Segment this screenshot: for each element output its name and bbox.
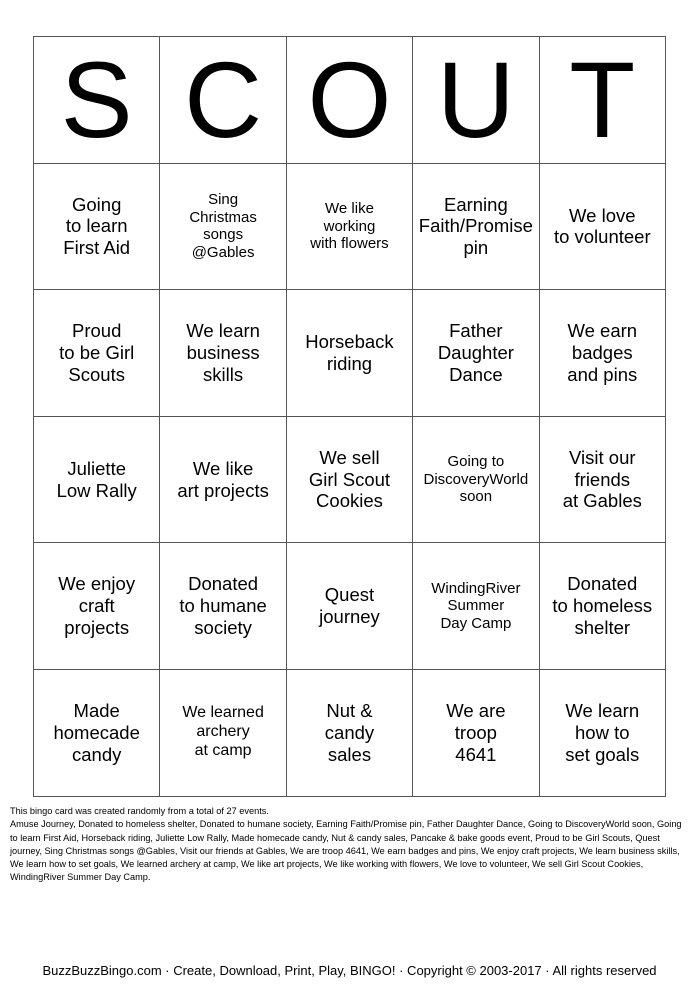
header-letter-s: S xyxy=(34,37,160,164)
bingo-cell: Going to DiscoveryWorld soon xyxy=(413,416,539,543)
bingo-row xyxy=(34,669,666,796)
bingo-cell: WindingRiver Summer Day Camp xyxy=(413,543,539,670)
event-list: Amuse Journey, Donated to homeless shelter, Donated to humane society, Earning Faith/Promise pin, Father Daughter Dance, Going to DiscoveryWorld soon, Going to learn First Aid, Horseback riding, Juliette Low Rally, Made homecade candy, Nut & candy sales, Pancake & bake goods event, Proud to be Girl Scouts, Quest journey, Sing Christmas songs @Gables, Visit our friends at Gables, We are troop 4641, We earn badges and pins, We enjoy craft projects, We learn business skills, We learn how to set goals, We learned archery at camp, We like art projects, We like working with flowers, We love to volunteer, We sell Girl Scout Cookies, WindingRiver Summer Day Camp. xyxy=(10,819,682,883)
header-row xyxy=(34,37,666,164)
bingo-cell: We enjoy craft projects xyxy=(34,543,160,670)
bingo-cell: Going to learn First Aid xyxy=(34,163,160,290)
bingo-cell: Made homecade candy xyxy=(34,669,160,796)
site-footer: BuzzBuzzBingo.com · Create, Download, Print, Play, BINGO! · Copyright © 2003-2017 · All rights reserved xyxy=(42,963,657,978)
bingo-cell: Juliette Low Rally xyxy=(34,416,160,543)
bingo-row xyxy=(34,416,666,543)
bingo-cell: Quest journey xyxy=(286,543,412,670)
bingo-cell: Sing Christmas songs @Gables xyxy=(160,163,286,290)
bingo-row xyxy=(34,163,666,290)
header-letter-t: T xyxy=(539,37,665,164)
bingo-cell: We like art projects xyxy=(160,416,286,543)
bingo-cell: Earning Faith/Promise pin xyxy=(413,163,539,290)
bingo-cell: Visit our friends at Gables xyxy=(539,416,665,543)
bingo-cell: We learn business skills xyxy=(160,290,286,417)
bingo-cell: Proud to be Girl Scouts xyxy=(34,290,160,417)
bingo-cell: Donated to humane society xyxy=(160,543,286,670)
bingo-cell: We are troop 4641 xyxy=(413,669,539,796)
header-letter-o: O xyxy=(286,37,412,164)
bingo-cell: We love to volunteer xyxy=(539,163,665,290)
header-letter-u: U xyxy=(413,37,539,164)
bingo-cell: Horseback riding xyxy=(286,290,412,417)
bingo-cell: We like working with flowers xyxy=(286,163,412,290)
bingo-cell: Donated to homeless shelter xyxy=(539,543,665,670)
bingo-row xyxy=(34,543,666,670)
card-info xyxy=(10,805,690,885)
header-letter-c: C xyxy=(160,37,286,164)
card-summary: This bingo card was created randomly from a total of 27 events. xyxy=(10,806,269,816)
bingo-cell: Father Daughter Dance xyxy=(413,290,539,417)
bingo-cell: Nut & candy sales xyxy=(286,669,412,796)
bingo-cell: We learned archery at camp xyxy=(160,669,286,796)
bingo-cell: We earn badges and pins xyxy=(539,290,665,417)
bingo-card xyxy=(33,36,666,797)
bingo-row xyxy=(34,290,666,417)
bingo-cell: We learn how to set goals xyxy=(539,669,665,796)
bingo-cell: We sell Girl Scout Cookies xyxy=(286,416,412,543)
